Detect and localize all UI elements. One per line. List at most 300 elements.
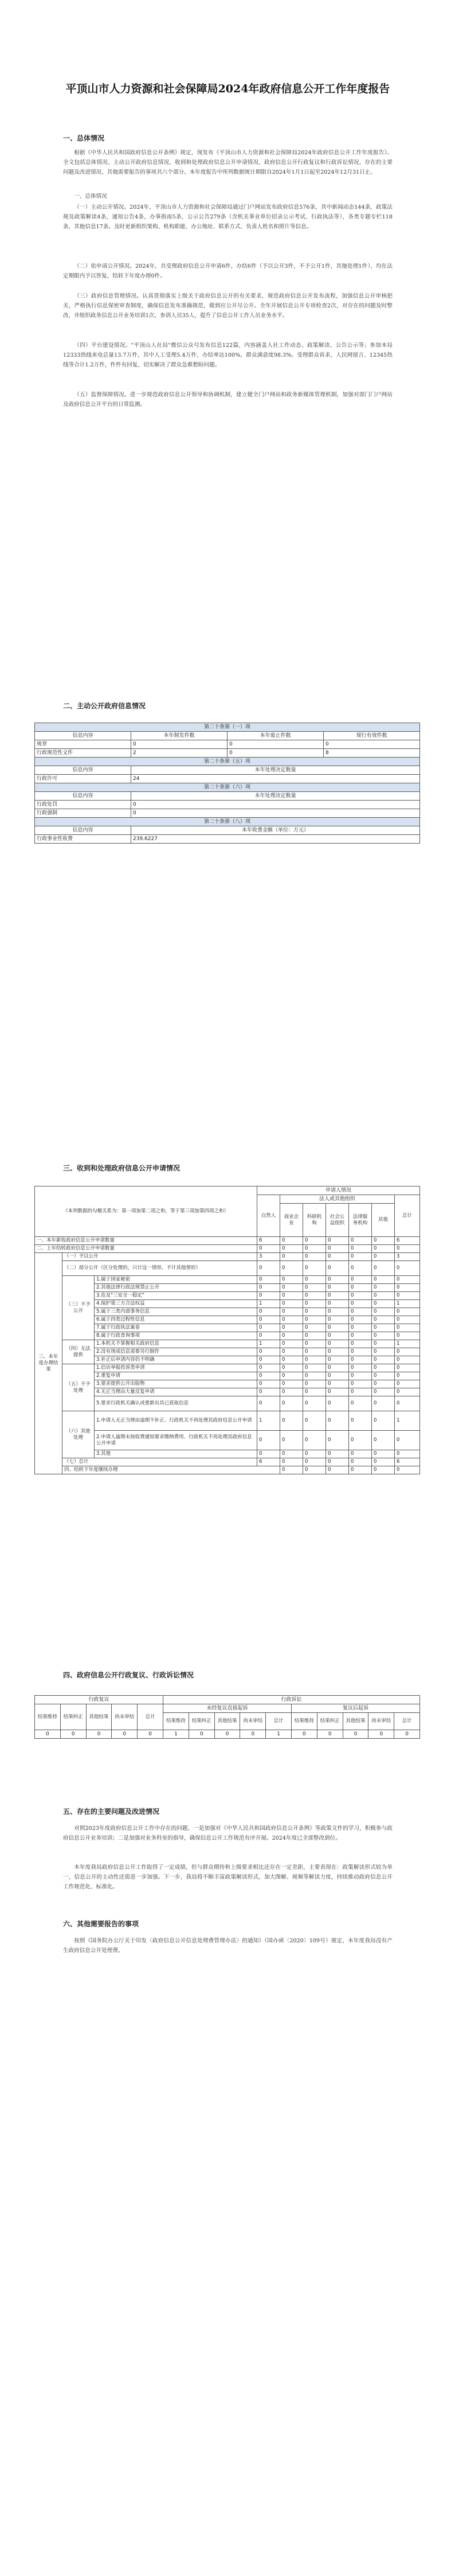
cell: 1 xyxy=(257,1340,280,1348)
cell: 1 xyxy=(395,1300,420,1308)
cell: 0 xyxy=(349,1300,372,1308)
cell: 0 xyxy=(257,1356,280,1364)
cell: 0 xyxy=(395,1316,420,1324)
col-header: 现行有效件数 xyxy=(324,732,420,740)
cell: 0 xyxy=(303,1332,326,1340)
cell: 0 xyxy=(257,1364,280,1372)
cell: 0 xyxy=(326,1253,349,1261)
legal-entity-header: 法人或其他组织 xyxy=(280,1195,395,1204)
cell: 0 xyxy=(131,801,420,809)
section-4-heading: 四、政府信息公开行政复议、行政诉讼情况 xyxy=(63,1671,194,1679)
table-row xyxy=(35,1364,420,1372)
cell: 0 xyxy=(395,1348,420,1356)
cell: 0 xyxy=(280,1261,303,1276)
cell: 0 xyxy=(372,1316,395,1324)
row-label: 2.重复申请 xyxy=(95,1372,257,1380)
cell: 0 xyxy=(303,1237,326,1245)
cell: 0 xyxy=(257,1388,280,1396)
cell: 0 xyxy=(280,1340,303,1348)
cell: 0 xyxy=(303,1261,326,1276)
row-label: （七）总计 xyxy=(62,1458,257,1466)
cell: 0 xyxy=(349,1324,372,1332)
cell: 0 xyxy=(303,1340,326,1348)
cell: 0 xyxy=(349,1372,372,1380)
cell: 3 xyxy=(257,1253,280,1261)
cell: 0 xyxy=(303,1348,326,1356)
cell: 0 xyxy=(131,740,227,749)
cell: 0 xyxy=(395,1466,420,1474)
cell: 0 xyxy=(257,1276,280,1284)
cell: 0 xyxy=(395,1324,420,1332)
cell: 0 xyxy=(349,1261,372,1276)
col-header: 结果维持 xyxy=(163,1713,189,1730)
table-row xyxy=(35,1730,420,1739)
col-header: 本年处理决定数量 xyxy=(131,766,420,775)
applicant-header: 申请人情况 xyxy=(257,1186,420,1195)
row-label: 行政许可 xyxy=(35,775,131,783)
cell: 0 xyxy=(280,1300,303,1308)
review-header: 行政复议 xyxy=(35,1696,163,1704)
cell: 0 xyxy=(349,1237,372,1245)
cell: 0 xyxy=(257,1396,280,1411)
cell: 0 xyxy=(86,1730,112,1739)
row-label: 1.属于国家秘密 xyxy=(95,1276,257,1284)
cell: 0 xyxy=(349,1253,372,1261)
cell: 0 xyxy=(326,1372,349,1380)
row-label: 4.保护第三方合法权益 xyxy=(95,1300,257,1308)
cell: 0 xyxy=(372,1450,395,1458)
row-label: 4.无正当理由大量反复申请 xyxy=(95,1388,257,1396)
cell: 0 xyxy=(303,1324,326,1332)
col-header: 结果纠正 xyxy=(189,1713,214,1730)
row-label: 3.危及"三安全一稳定" xyxy=(95,1292,257,1300)
row-label: 5.要求行政机关确认或重新出具已获取信息 xyxy=(95,1396,257,1411)
cell: 0 xyxy=(372,1411,395,1431)
cell: 0 xyxy=(372,1380,395,1388)
section-6-para-1: 按照《国务院办公厅关于印发〈政府信息公开信息处理费管理办法〉的通知》（国办函〔2020〕109号）规定，本年度我局没有产生政府信息公开处理费。 xyxy=(63,1938,393,1954)
cell: 0 xyxy=(257,1316,280,1324)
cell: 0 xyxy=(280,1356,303,1364)
cell: 0 xyxy=(372,1388,395,1396)
applications-table xyxy=(34,1186,420,1474)
col-header: 信息内容 xyxy=(35,792,131,801)
section-1-para-5: （五）监督保障情况。进一步规范政府信息公开领导和协调机制，建立健全门户网站和政务新媒体管理机制，加强对部门门户网站及政府信息公开平台的日常监测。 xyxy=(63,392,393,408)
cell: 0 xyxy=(214,1730,240,1739)
cell: 0 xyxy=(280,1237,303,1245)
cell: 0 xyxy=(372,1276,395,1284)
cell: 6 xyxy=(257,1458,280,1466)
col-header: 本年处理决定数量 xyxy=(131,792,420,801)
table-row xyxy=(35,1237,420,1245)
cell: 0 xyxy=(138,1730,163,1739)
cell: 0 xyxy=(372,1356,395,1364)
row-label: 1.申请人无正当理由逾期不补正、行政机关不再处理其政府信息公开申请 xyxy=(95,1411,257,1431)
row-label: 3.要求提供公开出版物 xyxy=(95,1380,257,1388)
cell: 0 xyxy=(280,1372,303,1380)
table-row xyxy=(35,740,420,749)
cell: 0 xyxy=(349,1276,372,1284)
cell: 0 xyxy=(372,1253,395,1261)
cell: 0 xyxy=(395,1308,420,1316)
cell: 0 xyxy=(349,1348,372,1356)
col-header: 总计 xyxy=(394,1713,420,1730)
col-header: 总计 xyxy=(266,1713,292,1730)
cell: 0 xyxy=(349,1380,372,1388)
cell: 0 xyxy=(395,1388,420,1396)
cell: 0 xyxy=(372,1396,395,1411)
cell: 0 xyxy=(372,1372,395,1380)
cell: 0 xyxy=(280,1364,303,1372)
cell: 2 xyxy=(131,749,227,758)
cell: 0 xyxy=(372,1348,395,1356)
reviewed-header: 复议后起诉 xyxy=(292,1704,420,1713)
cell: 0 xyxy=(395,1284,420,1292)
cell: 0 xyxy=(112,1730,138,1739)
cell: 0 xyxy=(257,1372,280,1380)
col-commercial: 商业企业 xyxy=(280,1204,303,1237)
cell: 0 xyxy=(372,1237,395,1245)
cell: 0 xyxy=(303,1372,326,1380)
cell: 0 xyxy=(349,1308,372,1316)
cell: 0 xyxy=(60,1730,86,1739)
cell: 0 xyxy=(372,1261,395,1276)
cell: 0 xyxy=(372,1458,395,1466)
section-1-intro: 根据《中华人民共和国政府信息公开条例》规定，现发布《平顶山市人力资源和社会保障局2024年政府信息公开工作年度报告》。全文包括总体情况、主动公开政府信息情况、收到和处理政府信息公开申请情况、政府信息公开行政复议和行政诉讼情况、存在的主要问题及改进情况、其他需要报告的事项共六个部分。本年度报告中所列数据统计期限自2024年1月1日起至2024年12月31日止。 xyxy=(63,150,393,175)
cell: 0 xyxy=(303,1388,326,1396)
cell: 0 xyxy=(395,1332,420,1340)
cell: 0 xyxy=(326,1308,349,1316)
row-label: 2.申请人逾期未按收费通知要求缴纳费用、行政机关不再处理其政府信息公开申请 xyxy=(95,1431,257,1450)
cell: 0 xyxy=(280,1388,303,1396)
cell: 0 xyxy=(349,1466,372,1474)
cell: 24 xyxy=(131,775,420,783)
cell: 0 xyxy=(257,1332,280,1340)
row-label: 3.其他 xyxy=(95,1450,257,1458)
col-other: 其他 xyxy=(372,1204,395,1237)
cell: 0 xyxy=(349,1245,372,1253)
cell: 0 xyxy=(280,1458,303,1466)
group-label-not-disclosed: （三）不予公开 xyxy=(62,1276,95,1340)
col-header: 信息内容 xyxy=(35,826,131,835)
col-header: 本年废止件数 xyxy=(227,732,324,740)
cell: 0 xyxy=(326,1316,349,1324)
cell: 0 xyxy=(349,1292,372,1300)
cell: 0 xyxy=(326,1450,349,1458)
col-header: 本年制发件数 xyxy=(131,732,227,740)
row-label: 8.属于行政查询事项 xyxy=(95,1332,257,1340)
band-article-20-1: 第二十条第（一）项 xyxy=(35,723,420,732)
cell: 0 xyxy=(303,1411,326,1431)
cell: 0 xyxy=(280,1450,303,1458)
cell: 0 xyxy=(326,1348,349,1356)
cell: 0 xyxy=(303,1292,326,1300)
table-row xyxy=(35,749,420,758)
col-header: 结果纠正 xyxy=(60,1704,86,1730)
col-header: 尚未审结 xyxy=(368,1713,394,1730)
cell: 0 xyxy=(394,1730,420,1739)
cell: 0 xyxy=(257,1450,280,1458)
cell: 0 xyxy=(303,1364,326,1372)
col-header: 其他结果 xyxy=(343,1713,368,1730)
cell: 0 xyxy=(303,1245,326,1253)
cell: 0 xyxy=(292,1730,317,1739)
row-label: 行政规范性文件 xyxy=(35,749,131,758)
cell: 0 xyxy=(372,1340,395,1348)
table-row xyxy=(35,1466,420,1474)
cell: 0 xyxy=(317,1730,343,1739)
cell: 0 xyxy=(326,1245,349,1253)
table-row xyxy=(35,1411,420,1431)
cell: 0 xyxy=(303,1284,326,1292)
section-1-subheading: 一、总体情况 xyxy=(74,193,107,200)
cell: 0 xyxy=(395,1245,420,1253)
cell: 0 xyxy=(280,1324,303,1332)
cell: 0 xyxy=(349,1450,372,1458)
row-label: 行政强制 xyxy=(35,809,131,818)
cell: 0 xyxy=(326,1380,349,1388)
cell: 0 xyxy=(326,1396,349,1411)
cell: 0 xyxy=(349,1458,372,1466)
table-row xyxy=(35,1276,420,1284)
cell: 0 xyxy=(326,1364,349,1372)
cell: 1 xyxy=(395,1340,420,1348)
col-header: 本年收费金额（单位：万元） xyxy=(131,826,420,835)
cell: 0 xyxy=(395,1276,420,1284)
col-research: 科研机构 xyxy=(303,1204,326,1237)
col-header: 信息内容 xyxy=(35,766,131,775)
cell: 0 xyxy=(280,1380,303,1388)
cell: 0 xyxy=(372,1364,395,1372)
cell: 0 xyxy=(257,1284,280,1292)
cell: 0 xyxy=(303,1431,326,1450)
cell: 0 xyxy=(326,1324,349,1332)
col-header: 尚未审结 xyxy=(240,1713,266,1730)
cell: 0 xyxy=(303,1316,326,1324)
cell: 0 xyxy=(372,1245,395,1253)
cell: 0 xyxy=(131,809,420,818)
table-row xyxy=(35,835,420,844)
cell: 0 xyxy=(303,1276,326,1284)
col-legal-service: 法律服务机构 xyxy=(349,1204,372,1237)
cell: 0 xyxy=(280,1396,303,1411)
cell: 0 xyxy=(372,1292,395,1300)
row-label: 7.属于行政执法案卷 xyxy=(95,1324,257,1332)
band-article-20-6: 第二十条第（六）项 xyxy=(35,783,420,792)
cell: 0 xyxy=(303,1253,326,1261)
cell: 0 xyxy=(326,1411,349,1431)
cell: 0 xyxy=(349,1364,372,1372)
cell: 0 xyxy=(395,1396,420,1411)
cell: 1 xyxy=(257,1411,280,1431)
col-public-welfare: 社会公益组织 xyxy=(326,1204,349,1237)
section-3-heading: 三、收到和处理政府信息公开申请情况 xyxy=(63,1164,181,1172)
cell: 0 xyxy=(227,740,324,749)
cell: 0 xyxy=(324,740,420,749)
cell: 0 xyxy=(257,1245,280,1253)
cell: 0 xyxy=(349,1332,372,1340)
cell: 239.6227 xyxy=(131,835,420,844)
cell: 0 xyxy=(349,1340,372,1348)
table-row xyxy=(35,1458,420,1466)
section-5-heading: 五、存在的主要问题及改进情况 xyxy=(63,1808,160,1816)
cell: 0 xyxy=(280,1292,303,1300)
cell: 0 xyxy=(372,1466,395,1474)
cell: 6 xyxy=(395,1237,420,1245)
cell: 0 xyxy=(280,1253,303,1261)
cell: 0 xyxy=(303,1300,326,1308)
natural-person-header: 自然人 xyxy=(257,1195,280,1237)
cell: 0 xyxy=(326,1466,349,1474)
cell: 0 xyxy=(326,1388,349,1396)
cell: 0 xyxy=(35,1730,61,1739)
table-row xyxy=(35,1245,420,1253)
cell: 0 xyxy=(257,1348,280,1356)
cell: 6 xyxy=(257,1237,280,1245)
cell: 0 xyxy=(372,1324,395,1332)
cell: 0 xyxy=(395,1380,420,1388)
cell: 0 xyxy=(372,1284,395,1292)
cell: 0 xyxy=(372,1300,395,1308)
cell: 0 xyxy=(303,1308,326,1316)
row-label: （一）予以公开 xyxy=(62,1253,257,1261)
cell: 0 xyxy=(326,1458,349,1466)
row-label: （二）部分公开（区分处理的，只计这一情形，不计其他情形） xyxy=(62,1261,257,1276)
cell: 0 xyxy=(343,1730,368,1739)
table-row xyxy=(35,801,420,809)
cell: 0 xyxy=(303,1466,326,1474)
cell: 0 xyxy=(303,1450,326,1458)
cell: 0 xyxy=(303,1356,326,1364)
cell: 0 xyxy=(349,1388,372,1396)
cell: 0 xyxy=(240,1730,266,1739)
cell: 3 xyxy=(395,1253,420,1261)
row-label: 1.本机关不掌握相关政府信息 xyxy=(95,1340,257,1348)
section-1-heading: 一、总体情况 xyxy=(63,134,105,142)
not-reviewed-header: 未经复议直接起诉 xyxy=(163,1704,292,1713)
cell: 0 xyxy=(326,1356,349,1364)
table-corner-note: （本列数据的勾稽关系为：第一项加第二项之和，等于第三项加第四项之和） xyxy=(35,1186,257,1237)
cell: 0 xyxy=(326,1340,349,1348)
cell: 0 xyxy=(395,1356,420,1364)
col-header: 尚未审结 xyxy=(112,1704,138,1730)
cell: 0 xyxy=(303,1458,326,1466)
table-row xyxy=(35,1340,420,1348)
group-label-not-processed: （五）不予处理 xyxy=(62,1364,95,1411)
cell: 0 xyxy=(326,1332,349,1340)
cell: 0 xyxy=(326,1284,349,1292)
section-1-para-4: （四）平台建设情况。"平顶山人社局"微信公众号发布信息122篇，内容涵盖人社工作动态、政策解读、公告公示等；参加本局12333热线来电总量13.7万件，其中人工受理5.4万件，办结率达100%，群众满意度98.3%。受理群众诉求、人民网留言、12345热线等合计1.2万件，件件有回复，切实解决了群众急难愁盼问题。 xyxy=(63,342,393,368)
cell: 1 xyxy=(163,1730,189,1739)
cell: 1 xyxy=(266,1730,292,1739)
cell: 0 xyxy=(280,1316,303,1324)
row-label: 四、结转下年度继续办理 xyxy=(62,1466,280,1474)
cell: 1 xyxy=(395,1411,420,1431)
cell: 0 xyxy=(395,1431,420,1450)
total-header: 总计 xyxy=(395,1195,420,1237)
cell: 0 xyxy=(280,1332,303,1340)
cell: 0 xyxy=(257,1292,280,1300)
cell: 0 xyxy=(257,1261,280,1276)
cell: 0 xyxy=(372,1332,395,1340)
cell: 0 xyxy=(257,1308,280,1316)
band-article-20-8: 第二十条第（八）项 xyxy=(35,818,420,826)
cell: 0 xyxy=(326,1292,349,1300)
cell: 0 xyxy=(349,1396,372,1411)
col-header: 总计 xyxy=(138,1704,163,1730)
group-label-other: （六）其他处理 xyxy=(62,1411,95,1458)
cell: 0 xyxy=(280,1308,303,1316)
cell: 0 xyxy=(257,1431,280,1450)
section-5-para-2: 本年度我局政府信息公开工作取得了一定成绩，但与群众期待和上级要求相比还存在一定差距，主要表现在：政策解读形式较为单一，信息公开的主动性还需进一步加强。下一步，我局将不断丰富政策解读形式，加大图解、视频等解读力度，持续推动政府信息公开工作规范化、标准化。 xyxy=(63,1864,393,1890)
cell: 0 xyxy=(395,1364,420,1372)
cell: 0 xyxy=(303,1396,326,1411)
row-label: 2.没有现成信息需要另行制作 xyxy=(95,1348,257,1356)
row-label: 规章 xyxy=(35,740,131,749)
row-label: 二、上年结转政府信息公开申请数量 xyxy=(35,1245,257,1253)
proactive-disclosure-table xyxy=(34,723,420,844)
cell: 0 xyxy=(395,1450,420,1458)
group-label-year-result: 三、本年度办理结果 xyxy=(35,1253,62,1474)
cell: 0 xyxy=(372,1308,395,1316)
cell: 0 xyxy=(257,1324,280,1332)
cell: 0 xyxy=(349,1284,372,1292)
cell: 0 xyxy=(349,1316,372,1324)
cell: 0 xyxy=(372,1431,395,1450)
cell: 0 xyxy=(326,1431,349,1450)
col-header: 其他结果 xyxy=(86,1704,112,1730)
cell: 0 xyxy=(280,1276,303,1284)
cell: 0 xyxy=(349,1411,372,1431)
col-header: 结果维持 xyxy=(292,1713,317,1730)
cell: 0 xyxy=(349,1356,372,1364)
section-1-para-1: （一）主动公开情况。2024年，平顶山市人力资源和社会保障局通过门户网站发布政府信息576条，其中新闻动态144条，政策法规及政策解读4条，通知公告4条，办事指南5条，公示公告279条（含机关事业单位招录公示考试、行政执法等），各类专题专栏118条，其他信息17条。及时更新组织架构、机构职能、办公地址、联系方式、负责人姓名和照片等信息。 xyxy=(63,204,393,230)
section-2-heading: 二、主动公开政府信息情况 xyxy=(63,702,146,710)
cell: 0 xyxy=(280,1348,303,1356)
cell: 0 xyxy=(326,1237,349,1245)
table-row xyxy=(35,809,420,818)
cell: 0 xyxy=(280,1431,303,1450)
row-label: 3.补正后申请内容仍不明确 xyxy=(95,1356,257,1364)
cell: 0 xyxy=(395,1261,420,1276)
cell: 0 xyxy=(368,1730,394,1739)
table-row xyxy=(35,775,420,783)
cell: 0 xyxy=(280,1466,303,1474)
row-label: 2.其他法律行政法规禁止公开 xyxy=(95,1284,257,1292)
row-label: 1.信访举报投诉类申请 xyxy=(95,1364,257,1372)
row-label: 一、本年新收政府信息公开申请数量 xyxy=(35,1237,257,1245)
row-label: 5.属于三类内部事务信息 xyxy=(95,1308,257,1316)
group-label-unable: （四）无法提供 xyxy=(62,1340,95,1364)
cell: 0 xyxy=(280,1284,303,1292)
col-header: 结果维持 xyxy=(35,1704,61,1730)
cell: 0 xyxy=(326,1276,349,1284)
litigation-header: 行政诉讼 xyxy=(163,1696,420,1704)
table-row xyxy=(35,1261,420,1276)
col-header: 信息内容 xyxy=(35,732,131,740)
cell: 0 xyxy=(227,749,324,758)
row-label: 行政事业性收费 xyxy=(35,835,131,844)
review-litigation-table xyxy=(34,1695,420,1739)
cell: 0 xyxy=(395,1372,420,1380)
cell: 1 xyxy=(257,1300,280,1308)
cell: 0 xyxy=(280,1245,303,1253)
section-1-para-3: （三）政府信息管理情况。认真贯彻落实上级关于政府信息公开的有关要求，规范政府信息公开发布流程，加强信息公开审核把关，严格执行信息保密审查制度，确保信息发布准确规范，做到应公开尽公开。全年开展信息公开专项检查2次，对存在的问题及时整改，并组织政务信息公开业务培训1次，参训人员35人，提升了信息公开工作人员业务水平。 xyxy=(63,293,393,319)
report-title: 平顶山市人力资源和社会保障局2024年政府信息公开工作年度报告 xyxy=(65,83,390,95)
cell: 0 xyxy=(280,1411,303,1431)
cell: 0 xyxy=(326,1300,349,1308)
cell: 0 xyxy=(189,1730,214,1739)
col-header: 结果纠正 xyxy=(317,1713,343,1730)
